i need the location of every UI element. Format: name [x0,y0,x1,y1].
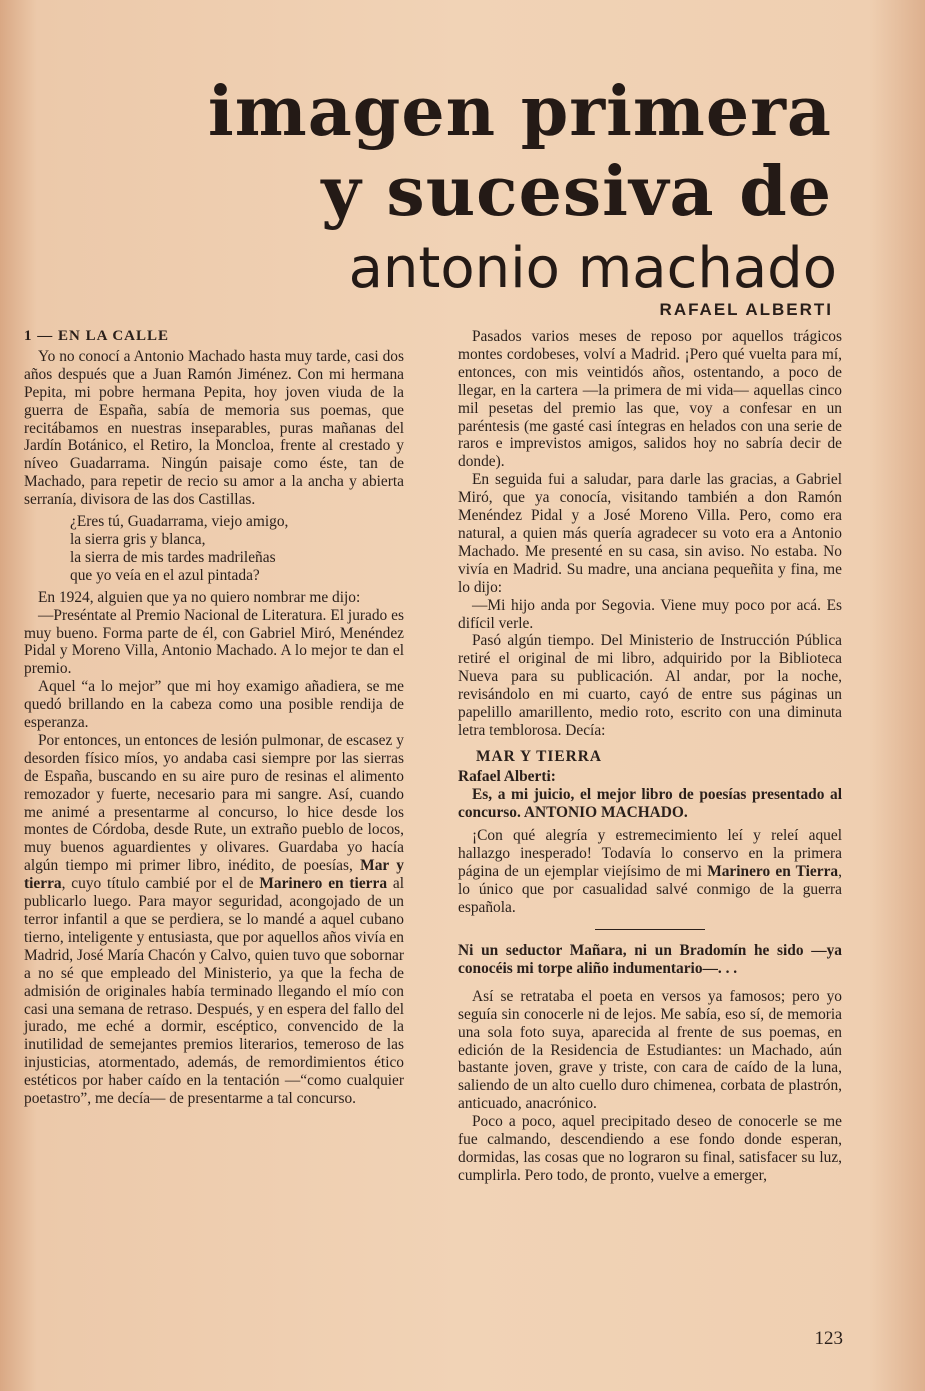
text-run: Por entonces, un entonces de lesión pulmonar, de escasez y desorden físico míos, yo andaba casi siempre por las sierras de España, buscando en su aire puro de resinas el alimento remozador y fuerte, necesario para mi sangre. Así, cuando me animé a presentarme al concurso, lo hice desde los montes de Córdoba, desde Rute, un extraño pueblo de locos, muy buenos aguardientes y olivares. Guardaba yo hacía algún tiempo mi primer libro, inédito, de poesías, [24,731,404,875]
divider [595,929,705,930]
paragraph: Pasados varios meses de reposo por aquellos trágicos montes cordobeses, volví a Madrid. ¡Pero qué vuelta para mí, entonces, con mis veintidós años, ostentando, a poco de llegar, en la cartera —la primera de mi vida— aquellas cinco mil pesetas del premio las que, voy a confesar en un paréntesis (me gasté casi íntegras en helados con una serie de raros e imprevistos amigos, salidos hoy no sabría decir de donde). [458,328,842,471]
paragraph: En 1924, alguien que ya no quiero nombrar me dijo: [38,588,361,606]
paragraph: —Preséntate al Premio Nacional de Literatura. El jurado es muy bueno. Forma parte de él, con Gabriel Miró, Menéndez Pidal y Moreno Villa, Antonio Machado. A lo mejor te dan el premio. [24,606,404,678]
paragraph [458,827,842,917]
book-title: Marinero en Tierra [707,863,839,881]
text-run: al publicarlo luego. Para mayor seguridad, acongojado de un terror infantil a que se perdiera, se lo mandé a aquel cubano tierno, inteligente y entusiasta, que por aquellos años vivía en Madrid, José María Chacón y Calvo, quien tuvo que sobornar a no sé que empleado del Ministerio, ya que la fecha de admisión de originales había terminado llegando el mío con casi una semana de retraso. Después, y en espera del fallo del jurado, me eché a dormir, escéptico, convencido de la inutilidad de semejantes premios literarios, temeroso de las injusticias, atormentado, además, de remordimientos ético estéticos por haber caído en la tentación —“como cualquier poetastro”, me decía— de presentarme a tal concurso. [24,875,404,1108]
verse-quote: Ni un seductor Mañara, ni un Bradomín he sido —ya conocéis mi torpe aliño indumentario—. . . [458,942,842,977]
note-body: Es, a mi juicio, el mejor libro de poesías presentado al concurso. ANTONIO MACHADO. [458,785,842,821]
right-column [458,328,842,1185]
paragraph: Poco a poco, aquel precipitado deseo de conocerle se me fue calmando, descendiendo a ese fondo donde esperan, dormidas, las cosas que no lograron su final, satisfacer su luz, cumplirla. Pero todo, de pronto, vuelve a emerger, [458,1113,842,1184]
paragraph: Así se retrataba el poeta en versos ya famosos; pero yo seguía sin conocerle ni de lejos. Me sabía, eso sí, de memoria una sola foto suya, aparecida al frente de sus poemas, en edición de la Residencia de Estudiantes: un Machado, aún bastante joven, grave y triste, con cara de caído de la luna, saliendo de un alto cuello duro chimenea, corbata de plastrón, anticuado, anacrónico. [458,987,842,1113]
verse-line: que yo veía en el azul pintada? [70,566,260,584]
page-number: 123 [814,1328,843,1349]
verse-line: ¿Eres tú, Guadarrama, viejo amigo, [70,513,289,531]
paragraph: Yo no conocí a Antonio Machado hasta muy tarde, casi dos años después que a Juan Ramón Jiménez. Con mi hermana Pepita, mi pobre hermana Pepita, hoy joven viuda de la guerra de España, sabía de memoria sus poemas, que recitábamos en nuestras inseparables, puras mañanas del Jardín Botánico, el Retiro, la Moncloa, frente al crestado y níveo Guadarrama. Ningún paisaje como éste, tan de Machado, para repetir de recio su amor a la ancha y abierta serranía, divisora de las dos Castillas. [24,347,404,509]
paragraph: En seguida fui a saludar, para darle las gracias, a Gabriel Miró, que ya conocía, visitando también a don Ramón Menéndez Pidal y a José Moreno Villa. Pero, como era natural, a quien más quería agradecer su voto era a Antonio Machado. Me presenté en su casa, sin aviso. No estaba. No vivía en Madrid. Su madre, una anciana pequeñita y fina, me lo dijo: [458,471,842,596]
text-run: ¡Con qué alegría y estremecimiento leí y releí aquel hallazgo inesperado! Todavía lo conservo en la primera página de un ejemplar viejísimo de mi [458,827,842,881]
author-name: RAFAEL ALBERTI [659,300,833,319]
section-heading: 1 — EN LA CALLE [24,328,170,344]
verse-block [70,513,404,585]
paragraph: —Mi hijo anda por Segovia. Viene muy poco por acá. Es difícil verle. [458,596,842,632]
text-run: , lo único que por casualidad salvé conmigo de la guerra española. [458,863,842,917]
left-column [24,328,404,1108]
title-line-2: y sucesiva de [321,152,832,232]
note-recipient: Rafael Alberti: [458,767,556,785]
book-title: Mar y tierra [24,857,404,893]
text-run: , cuyo título cambié por el de [61,875,260,893]
paragraph: Pasó algún tiempo. Del Ministerio de Instrucción Pública retiré el original de mi libro, adquirido por la Biblioteca Nueva para su publicación. Al andar, por la noche, revisándolo en mi cuarto, cayó de entre sus páginas un papelillo amarillento, medio roto, escrito con una diminuta letra temblorosa. Decía: [458,632,842,739]
title-line-1: imagen primera [207,72,832,152]
book-title: Marinero en tierra [259,875,388,893]
paragraph: Aquel “a lo mejor” que mi hoy examigo añadiera, se me quedó brillando en la cabeza como una posible rendija de esperanza. [24,678,404,732]
verse-line: la sierra de mis tardes madrileñas [70,548,276,566]
verse-line: la sierra gris y blanca, [70,530,206,548]
paragraph [24,732,404,1108]
title-line-3: antonio machado [348,236,837,301]
note-title: MAR Y TIERRA [476,747,603,765]
